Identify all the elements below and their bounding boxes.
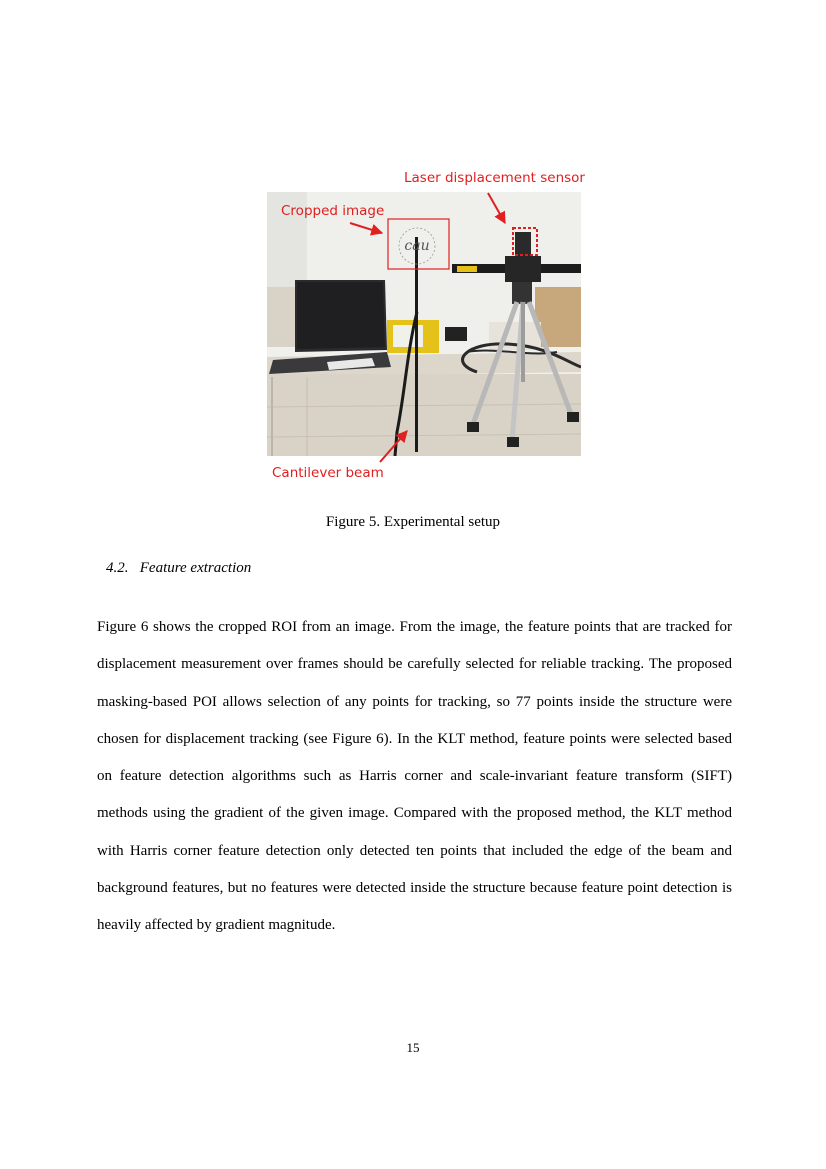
page-number: 15 (406, 1040, 420, 1055)
label-cantilever-beam: Cantilever beam (272, 465, 384, 481)
section-title: Feature extraction (139, 560, 252, 576)
label-cropped-image: Cropped image (281, 203, 385, 219)
label-laser-sensor: Laser displacement sensor (404, 170, 585, 186)
section-number: 4.2. (106, 560, 129, 576)
figure-caption: Figure 5. Experimental setup (325, 514, 501, 530)
laser-sensor-arrow (488, 193, 505, 223)
cropped-image-box (388, 219, 449, 269)
section-heading (106, 560, 251, 577)
sensor-highlight-box (513, 228, 537, 255)
body-paragraph: Figure 6 shows the cropped ROI from an image. From the image, the feature points that are tracked for displacement measurement over frames should be carefully selected for reliable tracking. The proposed masking-based POI allows selection of any points for tracking, so 77 points inside the structure were chosen for displacement tracking (see Figure 6). In the KLT method, feature points were selected based on feature detection algorithms such as Harris corner and scale-invariant feature transform (SIFT) methods using the gradient of the given image. Compared with the proposed method, the KLT method with Harris corner feature detection only detected ten points that included the edge of the beam and background features, but no features were detected inside the structure because feature point detection is heavily affected by gradient magnitude. (97, 619, 732, 934)
figure-experimental-setup (262, 165, 592, 495)
cropped-image-arrow (350, 223, 382, 233)
cantilever-beam-arrow (380, 431, 407, 462)
svg-text:cau: cau (404, 238, 430, 254)
